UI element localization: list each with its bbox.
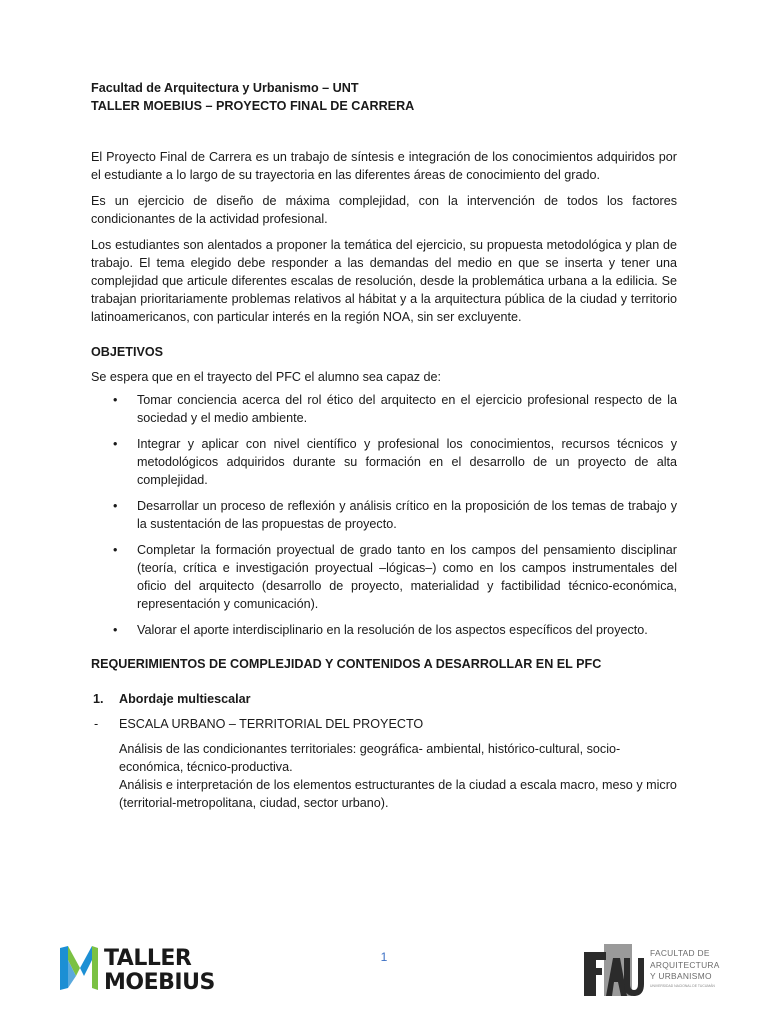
analysis-text: Análisis e interpretación de los elementos estructurantes de la ciudad a escala macro, meso y micro (territorial-metropolitana, ciudad, sector urbano). xyxy=(119,778,677,810)
list-item-text: Completar la formación proyectual de grado tanto en los campos del pensamiento disciplinar (teoría, crítica e investigación proyectual –lógicas–) como en los campos instrumentales del oficio del arquitecto (desarrollo de proyecto, materialidad y factibilidad técnico-económica, representación y comunicación). xyxy=(137,543,677,611)
bullet: • xyxy=(113,543,118,557)
paragraph: El Proyecto Final de Carrera es un trabajo de síntesis e integración de los conocimientos adquiridos por el estudiante a lo largo de su trayectoria en las diferentes áreas de conocimiento del grado. xyxy=(91,150,677,182)
numbered-item xyxy=(91,690,677,708)
bullet: • xyxy=(113,437,118,451)
faculty-heading: Facultad de Arquitectura y Urbanismo – UNT xyxy=(91,81,359,95)
dash-item xyxy=(91,715,677,733)
list-item xyxy=(91,541,677,613)
paragraph: Es un ejercicio de diseño de máxima complejidad, con la intervención de todos los factores condicionantes de la actividad profesional. xyxy=(91,194,677,226)
document-body xyxy=(91,79,677,812)
item-number: 1. xyxy=(93,692,104,706)
dash-item-label: ESCALA URBANO – TERRITORIAL DEL PROYECTO xyxy=(119,717,424,731)
list-item-text: Integrar y aplicar con nivel científico y profesional los conocimientos, recursos técnicos y metodológicos adquiridos durante su formación en el desarrollo de un proyecto de alta complejidad. xyxy=(137,437,677,487)
dash-marker: - xyxy=(94,717,99,731)
fau-text-line1: FACULTAD DE xyxy=(650,948,710,958)
moebius-mark-icon xyxy=(60,946,98,990)
page-number: 1 xyxy=(380,950,388,964)
list-item xyxy=(91,621,677,639)
fau-text-line3: Y URBANISMO xyxy=(650,971,712,981)
item-label: Abordaje multiescalar xyxy=(119,692,251,706)
objetivos-intro: Se espera que en el trayecto del PFC el alumno sea capaz de: xyxy=(91,370,442,384)
list-item-text: Desarrollar un proceso de reflexión y análisis crítico en la proposición de los temas de trabajo y la sustentación de las propuestas de proyecto. xyxy=(137,499,677,531)
fau-text-line4: UNIVERSIDAD NACIONAL DE TUCUMÁN xyxy=(650,984,715,988)
bullet: • xyxy=(113,499,118,513)
fau-mark-icon xyxy=(584,944,644,996)
list-item xyxy=(91,435,677,489)
analysis-block xyxy=(91,740,677,812)
paragraph: Los estudiantes son alentados a proponer la temática del ejercicio, su propuesta metodológica y plan de trabajo. El tema elegido debe responder a las demandas del medio en que se inserta y tener una complejidad que articule diferentes escalas de resolución, desde la problemática urbana a la edilicia. Se trabajan prioritariamente problemas relativos al hábitat y a la arquitectura pública de la ciudad y territorio latinoamericanos, con particular interés en la región NOA, sin ser excluyente. xyxy=(91,238,677,324)
objetivos-title: OBJETIVOS xyxy=(91,345,164,359)
bullet: • xyxy=(113,623,118,637)
requerimientos-title: REQUERIMIENTOS DE COMPLEJIDAD Y CONTENIDOS A DESARROLLAR EN EL PFC xyxy=(91,657,602,671)
list-item xyxy=(91,497,677,533)
logo-text-taller: TALLER xyxy=(104,946,192,971)
fau-logo xyxy=(582,944,720,998)
bullet: • xyxy=(113,393,118,407)
list-item-text: Valorar el aporte interdisciplinario en la resolución de los aspectos específicos del proyecto. xyxy=(137,623,648,637)
taller-heading: TALLER MOEBIUS – PROYECTO FINAL DE CARRERA xyxy=(91,99,415,113)
list-item xyxy=(91,391,677,427)
logo-text-moebius: MOEBIUS xyxy=(104,970,215,995)
taller-moebius-logo xyxy=(58,940,215,995)
analysis-text: Análisis de las condicionantes territoriales: geográfica- ambiental, histórico-cultural, socio-económica, técnico-productiva. xyxy=(119,742,621,774)
objetivos-list xyxy=(91,391,677,639)
fau-text-line2: ARQUITECTURA xyxy=(650,960,720,970)
list-item-text: Tomar conciencia acerca del rol ético del arquitecto en el ejercicio profesional respecto de la sociedad y el medio ambiente. xyxy=(137,393,677,425)
